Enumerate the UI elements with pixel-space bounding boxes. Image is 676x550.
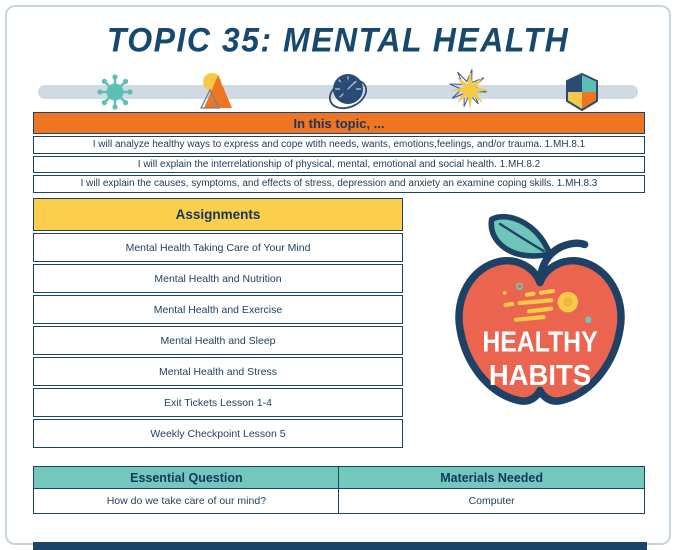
assignment-row: Mental Health and Sleep [33, 326, 403, 355]
logo-text-line2: HABITS [488, 359, 592, 392]
topic-objective-row: I will explain the interrelationship of physical, mental, emotional and social health. 1.MH.8.2 [33, 156, 645, 174]
healthy-habits-logo [447, 210, 633, 424]
cube-icon [564, 72, 600, 117]
assignment-row: Mental Health and Stress [33, 357, 403, 386]
assignment-row: Mental Health and Nutrition [33, 264, 403, 293]
mountain-sun-icon [197, 70, 235, 115]
topic-objective-row: I will analyze healthy ways to express and cope wtith needs, wants, emotions,feelings, and/or trauma. 1.MH.8.1 [33, 136, 645, 154]
materials-needed-header: Materials Needed [338, 466, 645, 489]
topic-overview-header: In this topic, ... [33, 112, 645, 134]
assignment-row: Mental Health and Exercise [33, 295, 403, 324]
assignment-row: Weekly Checkpoint Lesson 5 [33, 419, 403, 448]
info-table [33, 466, 645, 514]
assignment-row: Mental Health Taking Care of Your Mind [33, 233, 403, 262]
essential-question-value: How do we take care of our mind? [33, 488, 340, 514]
page-title: TOPIC 35: MENTAL HEALTH [106, 20, 570, 59]
footer-accent-bar [33, 542, 647, 550]
virus-icon [95, 72, 135, 117]
topic-overview-table [33, 112, 645, 193]
logo-text-line1: HEALTHY [482, 326, 598, 359]
topic-objective-row: I will explain the causes, symptoms, and effects of stress, depression and anxiety an examine coping skills. 1.MH.8.3 [33, 175, 645, 193]
assignment-row: Exit Tickets Lesson 1-4 [33, 388, 403, 417]
essential-question-header: Essential Question [33, 466, 340, 489]
materials-needed-value: Computer [338, 488, 645, 514]
starburst-icon [449, 69, 493, 118]
assignments-header: Assignments [33, 198, 403, 231]
assignments-table [33, 198, 403, 448]
